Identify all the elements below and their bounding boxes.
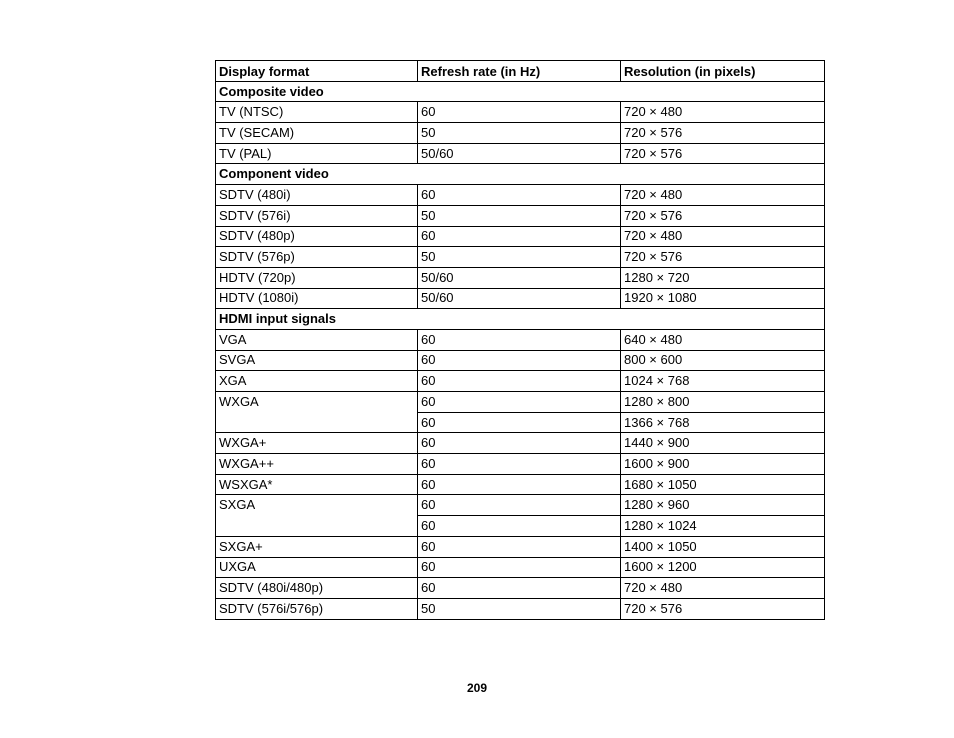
- display-format-cell: WSXGA*: [216, 474, 418, 495]
- refresh-rate-cell: 60: [418, 185, 621, 206]
- refresh-rate-cell: 60: [418, 371, 621, 392]
- table-row: [216, 143, 825, 164]
- refresh-rate-cell: 50: [418, 205, 621, 226]
- resolution-cell: 1280 × 960: [621, 495, 825, 516]
- table-header-row: [216, 61, 825, 82]
- table-row: [216, 329, 825, 350]
- header-refresh-rate: Refresh rate (in Hz): [418, 61, 621, 82]
- resolution-cell: 720 × 480: [621, 226, 825, 247]
- display-format-cell: TV (SECAM): [216, 123, 418, 144]
- resolution-cell: 720 × 480: [621, 102, 825, 123]
- resolution-cell: 720 × 480: [621, 578, 825, 599]
- resolution-cell: 1680 × 1050: [621, 474, 825, 495]
- display-format-cell: SDTV (480i/480p): [216, 578, 418, 599]
- refresh-rate-cell: 60: [418, 495, 621, 516]
- table-row: [216, 598, 825, 619]
- resolution-cell: 720 × 480: [621, 185, 825, 206]
- table-row: [216, 371, 825, 392]
- refresh-rate-cell: 50: [418, 123, 621, 144]
- display-format-cell: SDTV (480i): [216, 185, 418, 206]
- table-row: [216, 205, 825, 226]
- refresh-rate-cell: 60: [418, 578, 621, 599]
- display-format-cell: SDTV (576i/576p): [216, 598, 418, 619]
- display-format-cell: UXGA: [216, 557, 418, 578]
- table-row: [216, 433, 825, 454]
- table-row: [216, 185, 825, 206]
- display-format-cell: SXGA+: [216, 536, 418, 557]
- table-row: [216, 288, 825, 309]
- table-row: [216, 474, 825, 495]
- display-format-cell: WXGA++: [216, 454, 418, 475]
- resolution-cell: 1600 × 900: [621, 454, 825, 475]
- table-row: [216, 350, 825, 371]
- display-format-cell: HDTV (1080i): [216, 288, 418, 309]
- resolution-cell: 720 × 576: [621, 205, 825, 226]
- resolution-cell: 800 × 600: [621, 350, 825, 371]
- refresh-rate-cell: 50/60: [418, 143, 621, 164]
- refresh-rate-cell: 60: [418, 516, 621, 537]
- resolution-cell: 720 × 576: [621, 598, 825, 619]
- refresh-rate-cell: 60: [418, 454, 621, 475]
- section-row: [216, 81, 825, 102]
- table-row: [216, 123, 825, 144]
- resolution-cell: 1400 × 1050: [621, 536, 825, 557]
- display-format-cell: WXGA: [216, 392, 418, 433]
- resolution-cell: 720 × 576: [621, 247, 825, 268]
- refresh-rate-cell: 60: [418, 329, 621, 350]
- resolution-cell: 1440 × 900: [621, 433, 825, 454]
- refresh-rate-cell: 60: [418, 557, 621, 578]
- refresh-rate-cell: 60: [418, 474, 621, 495]
- header-display-format: Display format: [216, 61, 418, 82]
- section-title: Composite video: [216, 81, 825, 102]
- display-format-cell: TV (PAL): [216, 143, 418, 164]
- resolution-cell: 640 × 480: [621, 329, 825, 350]
- resolution-cell: 1024 × 768: [621, 371, 825, 392]
- resolution-cell: 1280 × 720: [621, 267, 825, 288]
- resolution-cell: 1366 × 768: [621, 412, 825, 433]
- display-format-cell: HDTV (720p): [216, 267, 418, 288]
- refresh-rate-cell: 60: [418, 102, 621, 123]
- display-format-cell: SXGA: [216, 495, 418, 536]
- table-row: [216, 226, 825, 247]
- display-format-cell: XGA: [216, 371, 418, 392]
- header-resolution: Resolution (in pixels): [621, 61, 825, 82]
- table-body: [216, 81, 825, 619]
- table-row: [216, 454, 825, 475]
- table-row: [216, 536, 825, 557]
- refresh-rate-cell: 60: [418, 226, 621, 247]
- refresh-rate-cell: 60: [418, 350, 621, 371]
- display-format-cell: SVGA: [216, 350, 418, 371]
- display-format-cell: SDTV (576i): [216, 205, 418, 226]
- display-format-cell: SDTV (480p): [216, 226, 418, 247]
- refresh-rate-cell: 50: [418, 598, 621, 619]
- page-number: 209: [466, 681, 488, 695]
- display-format-cell: TV (NTSC): [216, 102, 418, 123]
- table-row: [216, 578, 825, 599]
- table-row: [216, 267, 825, 288]
- resolution-cell: 720 × 576: [621, 123, 825, 144]
- display-format-cell: VGA: [216, 329, 418, 350]
- refresh-rate-cell: 60: [418, 392, 621, 413]
- refresh-rate-cell: 60: [418, 433, 621, 454]
- resolution-cell: 1600 × 1200: [621, 557, 825, 578]
- section-row: [216, 164, 825, 185]
- table-row: [216, 247, 825, 268]
- section-title: Component video: [216, 164, 825, 185]
- resolution-cell: 1280 × 800: [621, 392, 825, 413]
- refresh-rate-cell: 60: [418, 536, 621, 557]
- refresh-rate-cell: 50/60: [418, 288, 621, 309]
- refresh-rate-cell: 50/60: [418, 267, 621, 288]
- table-row: [216, 495, 825, 516]
- refresh-rate-cell: 60: [418, 412, 621, 433]
- refresh-rate-cell: 50: [418, 247, 621, 268]
- display-format-table: [215, 60, 825, 620]
- display-format-cell: WXGA+: [216, 433, 418, 454]
- resolution-cell: 1920 × 1080: [621, 288, 825, 309]
- resolution-cell: 720 × 576: [621, 143, 825, 164]
- section-title: HDMI input signals: [216, 309, 825, 330]
- section-row: [216, 309, 825, 330]
- resolution-cell: 1280 × 1024: [621, 516, 825, 537]
- display-format-cell: SDTV (576p): [216, 247, 418, 268]
- table-row: [216, 102, 825, 123]
- table-row: [216, 392, 825, 413]
- table-row: [216, 557, 825, 578]
